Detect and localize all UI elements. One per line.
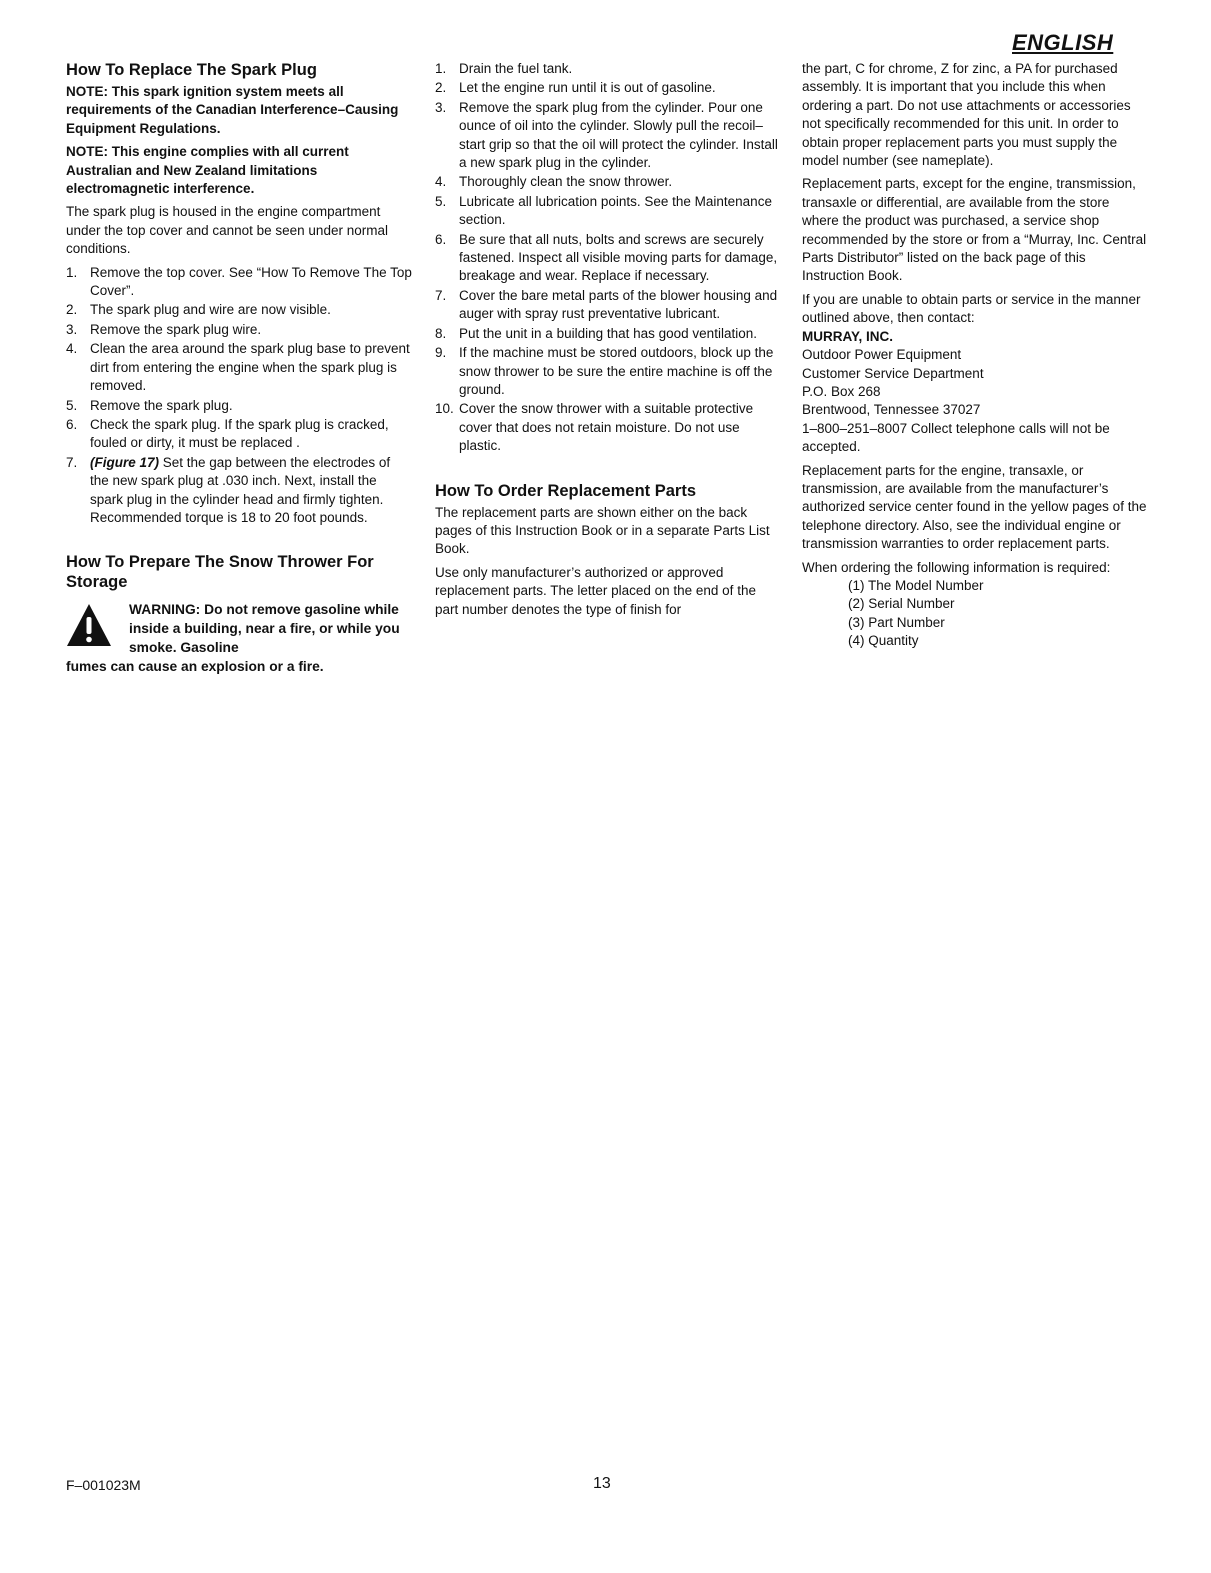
phone-line: 1–800–251–8007 Collect telephone calls will not be accepted. [802, 420, 1110, 455]
parts-paragraph-1: the part, C for chrome, Z for zinc, a PA for purchased assembly. It is important that you include this when ordering a part. Do not use attachments or accessories not specifically recommended for this unit. In order to obtain proper replacement parts you must supply the model number (see nameplate). [802, 61, 1131, 169]
warning-block [66, 600, 412, 676]
parts-paragraph-5: When ordering the following information is required: [802, 559, 1111, 575]
spark-intro: The spark plug is housed in the engine compartment under the top cover and cannot be seen under normal conditions. [66, 204, 388, 257]
order-paragraph-1: The replacement parts are shown either on the back pages of this Instruction Book or in a separate Parts List Book. [435, 504, 770, 557]
list-item: 4. Thoroughly clean the snow thrower. [435, 174, 673, 190]
list-item: 6. Check the spark plug. If the spark plug is cracked, fouled or dirty, it must be replaced . [66, 416, 389, 451]
required-info-list [848, 577, 1147, 651]
document-code: F–001023M [66, 1477, 141, 1493]
list-item: (1) The Model Number [848, 577, 984, 593]
page-number: 13 [593, 1475, 611, 1492]
parts-paragraph-2: Replacement parts, except for the engine, transmission, transaxle or differential, are available from the store where the product was purchased, a service shop recommended by the store or from a “Murray, Inc. Central Parts Distributor” listed on the back page of this Instruction Book. [802, 176, 1147, 284]
list-item: 5. Lubricate all lubrication points. See the Maintenance section. [435, 193, 772, 228]
list-item: (4) Quantity [848, 633, 919, 649]
list-item: 6. Be sure that all nuts, bolts and screws are securely fastened. Inspect all visible moving parts for damage, breakage and wear. Replace if necessary. [435, 231, 778, 284]
storage-steps-list [435, 60, 780, 456]
section-title-spark-plug: How To Replace The Spark Plug [66, 61, 317, 79]
section-title-storage: How To Prepare The Snow Thrower For Storage [66, 553, 374, 592]
list-item: 1. Remove the top cover. See “How To Remove The Top Cover”. [66, 264, 412, 299]
spark-steps-list [66, 264, 412, 528]
parts-paragraph-4: Replacement parts for the engine, transaxle, or transmission, are available from the manufacturer’s authorized service center found in the yellow pages of the telephone directory. Also, see the individual engine or transmission warranties to order replacement parts. [802, 462, 1147, 552]
list-item: (2) Serial Number [848, 596, 955, 612]
list-item: 7. (Figure 17) Set the gap between the electrodes of the new spark plug at .030 inch. Next, install the spark plug in the cylinder head and firmly tighten. Recommended torque is 18 to 20 foot pounds. [66, 454, 391, 525]
address-line-4: Brentwood, Tennessee 37027 [802, 402, 981, 418]
column-right [802, 60, 1147, 651]
address-line-1: Outdoor Power Equipment [802, 347, 962, 363]
list-item: 9. If the machine must be stored outdoors, block up the snow thrower to be sure the entire machine is off the ground. [435, 345, 774, 397]
list-item: 2. Let the engine run until it is out of gasoline. [435, 80, 716, 96]
warning-text: WARNING: Do not remove gasoline while inside a building, near a fire, or while you smoke. Gasoline [129, 602, 400, 656]
list-item: 4. Clean the area around the spark plug base to prevent dirt from entering the engine when the spark plug is removed. [66, 341, 410, 394]
column-middle [435, 60, 780, 624]
language-header: ENGLISH [1012, 30, 1114, 55]
list-item: 5. Remove the spark plug. [66, 397, 233, 413]
list-item: 3. Remove the spark plug wire. [66, 321, 262, 337]
address-line-2: Customer Service Department [802, 365, 984, 381]
warning-triangle-icon [66, 602, 112, 648]
column-left [66, 60, 412, 676]
list-item: 2. The spark plug and wire are now visible. [66, 302, 331, 318]
list-item: 3. Remove the spark plug from the cylinder. Pour one ounce of oil into the cylinder. Slowly pull the recoil–start grip so that the oil will protect the cylinder. Install a new spark plug in the cylinder. [435, 99, 778, 171]
order-paragraph-2: Use only manufacturer’s authorized or approved replacement parts. The letter placed on the end of the part number denotes the type of finish for [435, 564, 756, 617]
note-canadian: NOTE: This spark ignition system meets all requirements of the Canadian Interference–Causing Equipment Regulations. [66, 84, 399, 136]
section-title-order-parts: How To Order Replacement Parts [435, 481, 697, 500]
parts-paragraph-3: If you are unable to obtain parts or service in the manner outlined above, then contact: [802, 291, 1141, 326]
warning-text-tail: fumes can cause an explosion or a fire. [66, 659, 324, 675]
list-item: 10. Cover the snow thrower with a suitable protective cover that does not retain moisture. Do not use plastic. [435, 401, 754, 454]
company-name: MURRAY, INC. [802, 328, 894, 344]
figure-reference: (Figure 17) [90, 454, 160, 470]
list-item: 8. Put the unit in a building that has good ventilation. [435, 325, 757, 341]
list-item: (3) Part Number [848, 614, 945, 630]
list-item: 7. Cover the bare metal parts of the blower housing and auger with spray rust preventative lubricant. [435, 287, 778, 322]
list-item: 1. Drain the fuel tank. [435, 61, 573, 76]
note-australian: NOTE: This engine complies with all current Australian and New Zealand limitations electromagnetic interference. [66, 144, 349, 197]
address-line-3: P.O. Box 268 [802, 383, 881, 399]
